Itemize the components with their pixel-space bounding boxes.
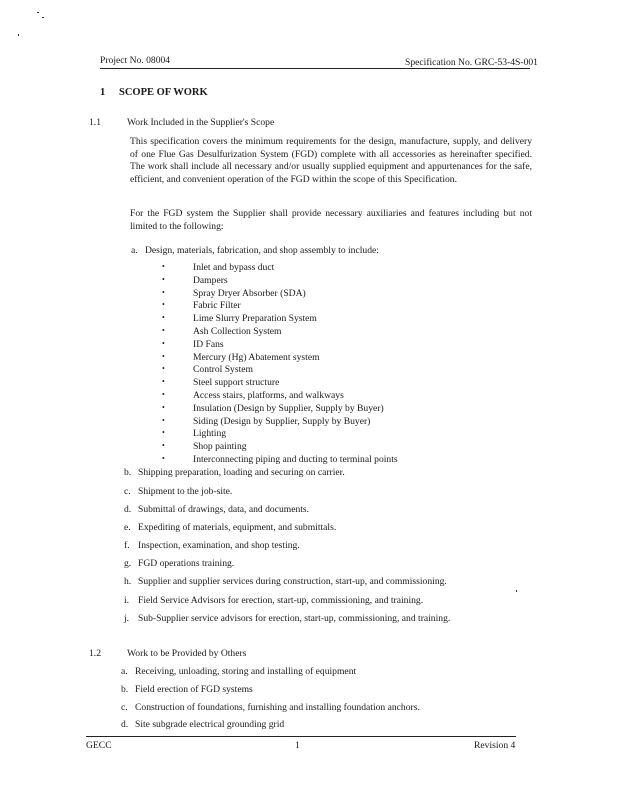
bullet-icon: • — [162, 454, 165, 463]
bullet-icon: • — [162, 403, 165, 412]
bullet-icon: • — [162, 377, 165, 386]
bullet-icon: • — [162, 326, 165, 335]
subsection-number: 1.2 — [89, 648, 101, 659]
bullet-icon: • — [162, 416, 165, 425]
subsection-number: 1.1 — [89, 117, 101, 128]
footer-company: GECC — [86, 740, 112, 751]
section-number: 1 — [100, 87, 106, 98]
paragraph-scope: This specification covers the minimum requirements for the design, manufacture, supply, and delivery of one Flue Gas Desulfurization System (FGD) complete with all accessories as hereinafter specified. The work shall include all necessary and/or usually supplied equipment and appurtenances for the safe, efficient, and convenient operation of the FGD within the scope of this Specification. — [130, 136, 532, 185]
bullet-icon: • — [162, 288, 165, 297]
header-project-number: Project No. 08004 — [100, 55, 171, 66]
bullet-icon: • — [162, 352, 165, 361]
bullet-icon: • — [162, 364, 165, 373]
footer-revision: Revision 4 — [474, 740, 516, 751]
scan-speck — [37, 12, 39, 13]
footer-page-number: 1 — [295, 740, 300, 751]
scan-speck — [18, 34, 19, 36]
list-letter: a. — [131, 245, 138, 256]
subsection-title: Work to be Provided by Others — [127, 648, 247, 659]
footer-rule — [86, 736, 516, 737]
list-item-text: Design, materials, fabrication, and shop assembly to include: — [145, 245, 379, 256]
header-specification-number: Specification No. GRC-53-4S-001 — [405, 57, 538, 68]
section-title: SCOPE OF WORK — [119, 87, 208, 98]
bullet-icon: • — [162, 428, 165, 437]
subsection-title: Work Included in the Supplier's Scope — [127, 117, 275, 128]
paragraph-auxiliaries: For the FGD system the Supplier shall provide necessary auxiliaries and features including but not limited to the following: — [130, 208, 532, 232]
bullet-icon: • — [162, 313, 165, 322]
bullet-icon: • — [162, 262, 165, 271]
header-rule — [100, 68, 530, 69]
bullet-icon: • — [162, 441, 165, 450]
bullet-icon: • — [162, 339, 165, 348]
scan-speck — [42, 17, 44, 18]
scan-speck — [516, 590, 517, 592]
bullet-icon: • — [162, 275, 165, 284]
bullet-icon: • — [162, 300, 165, 309]
bullet-icon: • — [162, 390, 165, 399]
